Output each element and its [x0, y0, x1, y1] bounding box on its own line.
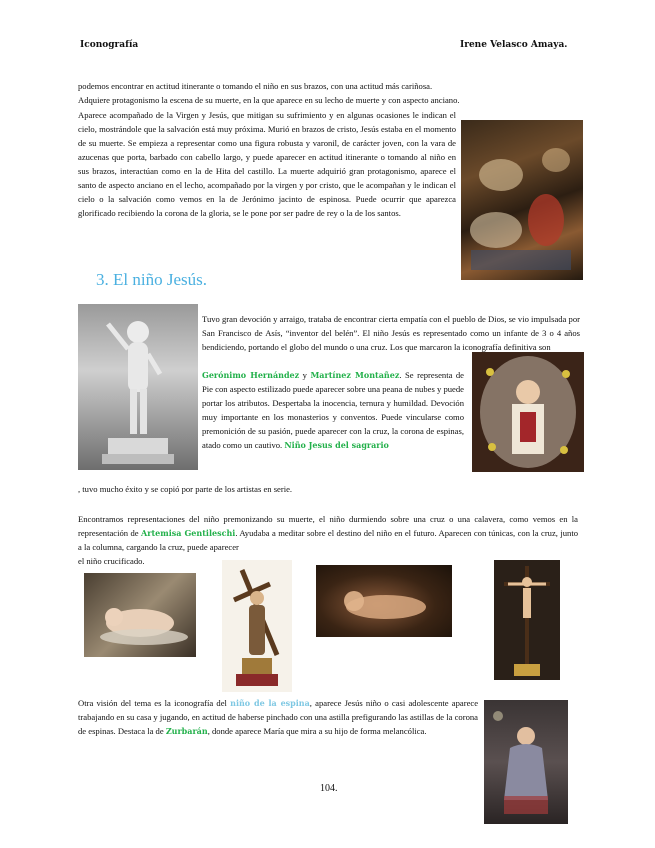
- nino-jesus-del-sagrario-photo: [472, 352, 584, 472]
- link-artemisa-gentileschi[interactable]: Artemisa Gentileschi: [141, 528, 236, 538]
- para2-middle: [202, 368, 464, 452]
- para1-line2: Adquiere protagonismo la escena de su muerte, en la que aparece en su lecho de muerte y con aspecto anciano.: [78, 95, 460, 105]
- link-nino-de-la-espina[interactable]: niño de la espina: [230, 698, 310, 708]
- sleeping-child-sculpture-photo: [84, 573, 196, 657]
- link-geronimo-hernandez[interactable]: Gerónimo Hernández: [202, 370, 300, 380]
- death-of-saint-joseph-painting: [461, 120, 583, 280]
- para4: [78, 696, 478, 738]
- para2-text-2: . Se representa de Pie con aspecto estilizado puede aparecer sobre una peana de nubes y puede portar los atributos. Despertaba la inocencia, ternura y humildad. Devoción muy importante en los monasterios y conventos. Puede vincularse como premonición de su pasión, puede aparecer con la cruz, la corona de espinas, atado como un cautivo.: [202, 370, 464, 450]
- para3-text-1: Encontramos representaciones del niño premonizando su muerte, el niño durmiendo sobre una cruz o una calavera, como vemos en la representación de: [78, 514, 578, 538]
- para4-text-2: , aparece Jesús niño o casi adolescente aparece trabajando en su casa y jugando, en actitud de haberse pinchado con una astilla prefigurando las astillas de la corona de espinas. Destaca la de: [78, 698, 479, 736]
- para2-top: [202, 312, 580, 354]
- para3-last-line: el niño crucificado.: [78, 556, 145, 566]
- para3-text-2: . Ayudaba a meditar sobre el destino del niño en el futuro. Aparecen con túnicas, con la cruz, junto a la columna, cargando la cruz, puede aparecer: [78, 528, 579, 552]
- para2-end: , tuvo mucho éxito y se copió por parte de los artistas en serie.: [78, 484, 293, 494]
- para1-line1: podemos encontrar en actitud itinerante o tomando el niño en sus brazos, con una actitud más cariñosa.: [78, 81, 433, 91]
- child-crucified-sculpture-photo: [494, 560, 560, 680]
- para2-and: y: [299, 370, 311, 380]
- zurbaran-child-of-the-thorn-painting: [484, 700, 568, 824]
- section-title: 3. El niño Jesús.: [96, 270, 207, 289]
- child-jesus-sculpture-photo: [78, 304, 198, 470]
- page-number: 104.: [320, 783, 338, 794]
- header-right: Irene Velasco Amaya.: [460, 40, 568, 50]
- para2-text-1: Tuvo gran devoción y arraigo, trataba de encontrar cierta empatía con el pueblo de Dios, se vio impulsada por San Francisco de Asís, “inventor del belén”. El niño Jesús es representado como un infante de 3 o 4 años bendiciendo, portando el globo del mundo o una cruz. Los que marcaron la iconografía definitiva son: [202, 314, 580, 352]
- link-nino-jesus-sagrario[interactable]: Niño Jesus del sagrario: [284, 440, 389, 450]
- link-martinez-montanez[interactable]: Martínez Montañez: [310, 370, 400, 380]
- para1-body: Aparece acompañado de la Virgen y Jesús, que mitigan su sufrimiento y en algunas ocasiones le indican el cielo, mostrándole que la salvación está muy próxima. Murió en brazos de cristo, Jesús estaba en el momento de su muerte. Se empieza a representar como una figura robusta y varonil, de carácter joven, con la vara de azucenas que porta, barbado con cabello largo, y puede aparecer en actitud itinerante o tomando al niño en sus brazos, interactúan como en la de Hita del castillo. La muerte adquirió gran protagonismo, aparece el santo de aspecto anciano en el lecho, acompañado por la virgen y por cristo, que le acompañan y le indican el cielo o la salvación como vemos en la de Jerónimo jacinto de espinosa. Puede ocurrir que aparezca glorificado recibiendo la corona de la gloria, se le pone por ser padre de rey o la de los santos.: [78, 110, 456, 218]
- para4-text-1: Otra visión del tema es la iconografía del: [78, 698, 231, 708]
- sleeping-child-on-cross-painting: [316, 565, 452, 637]
- para4-text-3: , donde aparece María que mira a su hijo de forma melancólica.: [207, 726, 427, 736]
- child-carrying-cross-sculpture-photo: [222, 560, 292, 692]
- link-zurbaran[interactable]: Zurbarán: [165, 726, 208, 736]
- para3: [78, 512, 578, 554]
- header-left: Iconografía: [80, 40, 139, 50]
